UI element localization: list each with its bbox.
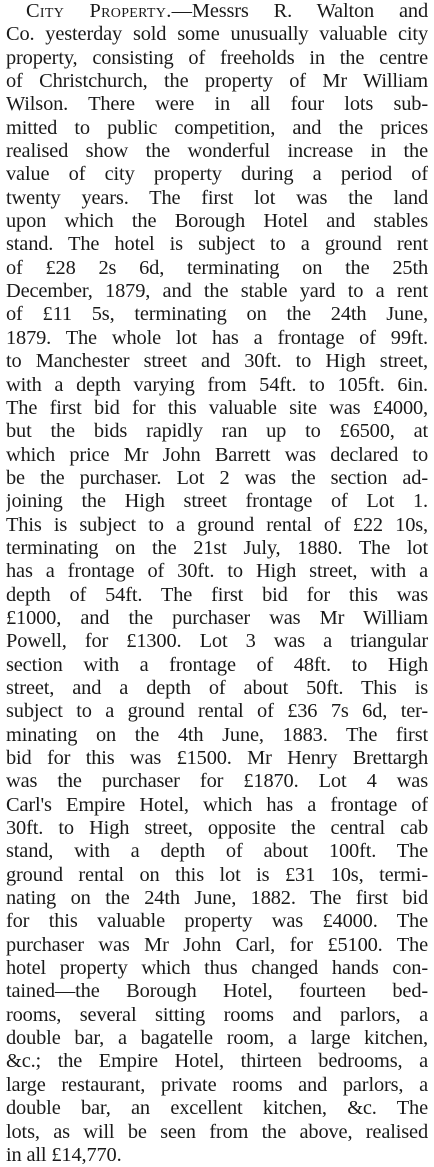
- article-line-31: subject to a ground rental of £36 7s 6d, ter-: [6, 700, 428, 723]
- article-line-13: December, 1879, and the stable yard to a rent: [6, 280, 428, 303]
- article-line-2: Co. yesterday sold some unusually valuable city: [6, 23, 428, 46]
- article-line-1: [6, 0, 428, 23]
- article-line-8: value of city property during a period of: [6, 163, 428, 186]
- article-line-39: nating on the 24th June, 1882. The first bid: [6, 887, 428, 910]
- article-line-30: street, and a depth of about 50ft. This is: [6, 676, 428, 699]
- article-line-3: property, consisting of freeholds in the centre: [6, 46, 428, 69]
- article-line-22: joining the High street frontage of Lot 1.: [6, 490, 428, 513]
- article-line-33: bid for this was £1500. Mr Henry Brettargh: [6, 747, 428, 769]
- article-line-40: for this valuable property was £4000. The: [6, 910, 428, 933]
- article-line-41: purchaser was Mr John Carl, for £5100. The: [6, 933, 428, 956]
- article-line-32: minating on the 4th June, 1883. The first: [6, 723, 428, 746]
- article-line-42: hotel property which thus changed hands con-: [6, 957, 428, 980]
- article-line-34: was the purchaser for £1870. Lot 4 was: [6, 770, 428, 793]
- article-line-38: ground rental on this lot is £31 10s, termi-: [6, 863, 428, 886]
- article-line-26: depth of 54ft. The first bid for this was: [6, 583, 428, 606]
- article-line-19: but the bids rapidly ran up to £6500, at: [6, 420, 428, 443]
- article-line-24: terminating on the 21st July, 1880. The lot: [6, 536, 428, 559]
- article-line-27: £1000, and the purchaser was Mr William: [6, 606, 428, 629]
- news-article: [6, 0, 428, 1167]
- article-line-12: of £28 2s 6d, terminating on the 25th: [6, 256, 428, 279]
- article-line-1-text: —Messrs R. Walton and: [171, 0, 428, 22]
- article-line-36: 30ft. to High street, opposite the central cab: [6, 817, 428, 840]
- article-line-47: large restaurant, private rooms and parlors, a: [6, 1073, 428, 1096]
- article-line-28: Powell, for £1300. Lot 3 was a triangular: [6, 630, 428, 653]
- article-line-4: of Christchurch, the property of Mr William: [6, 70, 428, 93]
- article-line-49: lots, as will be seen from the above, realised: [6, 1120, 428, 1143]
- article-line-10: upon which the Borough Hotel and stables: [6, 210, 428, 233]
- article-line-50: in all £14,770.: [6, 1143, 122, 1166]
- article-line-16: to Manchester street and 30ft. to High street,: [6, 350, 428, 373]
- article-line-29: section with a frontage of 48ft. to High: [6, 653, 428, 676]
- article-line-20: which price Mr John Barrett was declared to: [6, 443, 428, 466]
- article-line-7: realised show the wonderful increase in the: [6, 140, 428, 163]
- article-line-5: Wilson. There were in all four lots sub-: [6, 93, 428, 116]
- article-line-9: twenty years. The first lot was the land: [6, 186, 428, 209]
- article-line-44: rooms, several sitting rooms and parlors, a: [6, 1003, 428, 1026]
- article-line-17: with a depth varying from 54ft. to 105ft. 6in.: [6, 373, 428, 396]
- article-line-14: of £11 5s, terminating on the 24th June,: [6, 303, 428, 326]
- article-line-48: double bar, an excellent kitchen, &c. The: [6, 1097, 428, 1120]
- article-line-43: tained—the Borough Hotel, fourteen bed-: [6, 980, 428, 1003]
- article-line-18: The first bid for this valuable site was £4000,: [6, 396, 428, 419]
- article-line-6: mitted to public competition, and the prices: [6, 116, 428, 139]
- article-line-11: stand. The hotel is subject to a ground rent: [6, 233, 428, 256]
- article-line-35: Carl's Empire Hotel, which has a frontage of: [6, 793, 428, 816]
- article-line-45: double bar, a bagatelle room, a large kitchen,: [6, 1027, 428, 1050]
- article-line-37: stand, with a depth of about 100ft. The: [6, 840, 428, 863]
- article-line-25: has a frontage of 30ft. to High street, with a: [6, 560, 428, 583]
- article-line-15: 1879. The whole lot has a frontage of 99ft.: [6, 326, 428, 349]
- article-heading: City Property.: [26, 0, 172, 22]
- article-line-46: &c.; the Empire Hotel, thirteen bedrooms, a: [6, 1050, 428, 1073]
- article-line-21: be the purchaser. Lot 2 was the section ad-: [6, 466, 428, 489]
- article-line-23: This is subject to a ground rental of £22 10s,: [6, 513, 428, 536]
